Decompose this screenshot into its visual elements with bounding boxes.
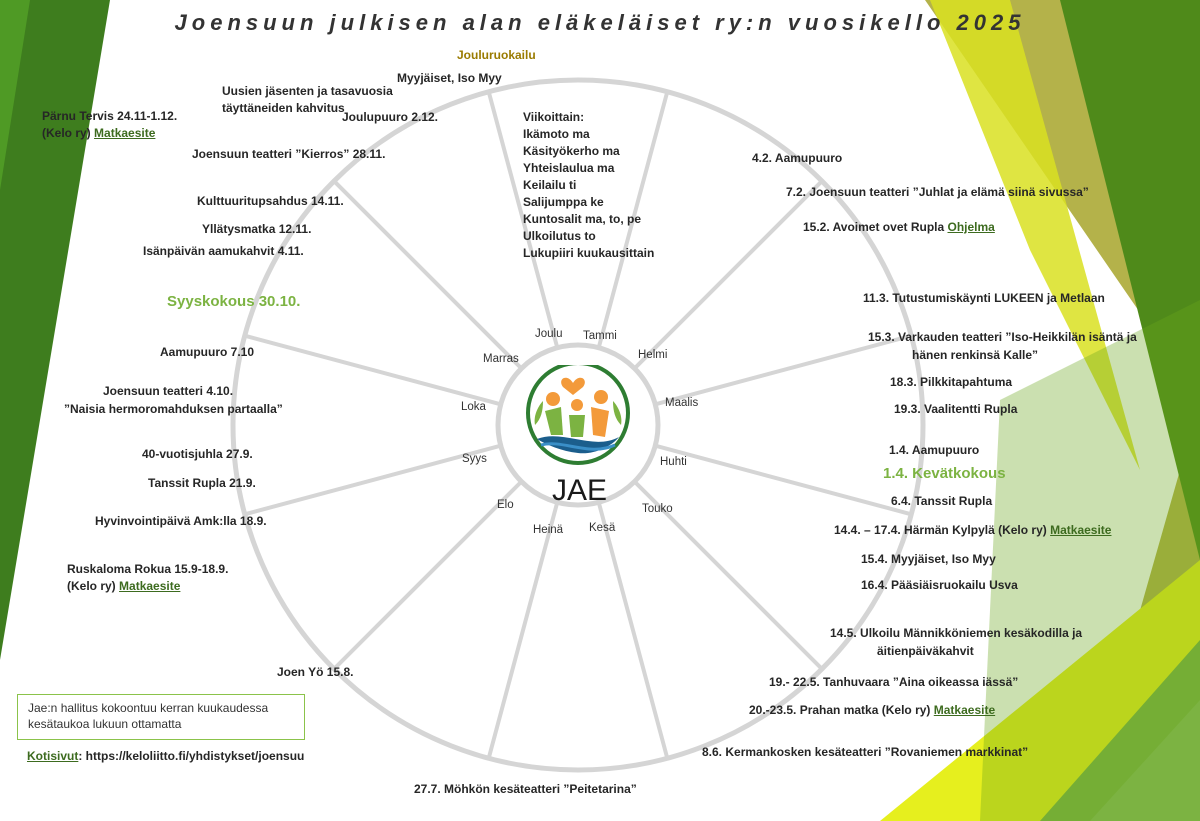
event-40-vuotisjuhla: 40-vuotisjuhla 27.9. (142, 447, 253, 461)
event-praha: 20.-23.5. Prahan matka (Kelo ry) Matkaesite (749, 703, 996, 717)
homepage-url: : https://keloliitto.fi/yhdistykset/joensuu (78, 749, 305, 763)
weekly-item: Salijumppa ke (523, 195, 604, 209)
event-mohko: 27.7. Möhkön kesäteatteri ”Peitetarina” (414, 782, 637, 796)
weekly-list (523, 109, 654, 262)
event-tanssit-sep: Tanssit Rupla 21.9. (148, 476, 256, 490)
ohjelma-link[interactable]: Ohjelma (947, 220, 995, 234)
wheel-spoke (657, 446, 911, 514)
page-title: Joensuun julkisen alan eläkeläiset ry:n vuosikello 2025 (174, 10, 1026, 35)
event-uudet-jasenet-line2: täyttäneiden kahvitus (222, 101, 345, 115)
month-label-elo: Elo (497, 499, 514, 511)
event-kermankoski: 8.6. Kermankosken kesäteatteri ”Rovaniemen markkinat” (702, 745, 1029, 759)
event-parnu: Pärnu Tervis 24.11-1.12. (42, 109, 178, 123)
weekly-item: Ikämoto ma (523, 127, 590, 141)
event-syyskokous: Syyskokous 30.10. (167, 293, 301, 310)
event-tanssit-apr: 6.4. Tanssit Rupla (891, 494, 993, 508)
event-joulupuuro: Joulupuuro 2.12. (342, 110, 439, 124)
wheel-spoke (636, 181, 822, 367)
month-label-loka: Loka (461, 401, 486, 413)
wheel-spoke (245, 336, 499, 404)
month-label-syys: Syys (462, 453, 487, 465)
event-kulttuuritupsahdus: Kulttuuritupsahdus 14.11. (197, 194, 344, 208)
weekly-heading: Viikoittain: (523, 110, 585, 124)
weekly-item: Ulkoilutus to (523, 229, 596, 243)
event-lukeen: 11.3. Tutustumiskäynti LUKEEN ja Metlaan (863, 291, 1105, 305)
event-ulkoilu: 14.5. Ulkoilu Männikköniemen kesäkodilla ja (830, 626, 1083, 640)
event-aamupuuro-feb: 4.2. Aamupuuro (752, 151, 843, 165)
event-uudet-jasenet: Uusien jäsenten ja tasavuosia (222, 84, 393, 98)
event-varkaus-teatteri-line2: hänen renkinsä Kalle” (912, 348, 1039, 362)
event-aamupuuro-apr: 1.4. Aamupuuro (889, 443, 980, 457)
event-joen-yo: Joen Yö 15.8. (277, 665, 354, 679)
month-label-huhti: Huhti (660, 456, 687, 468)
event-yllatysmatka: Yllätysmatka 12.11. (202, 222, 312, 236)
event-teatteri-naisia-line2: ”Naisia hermoromahduksen partaalla” (64, 402, 283, 416)
weekly-item: Käsityökerho ma (523, 144, 620, 158)
event-kierros: Joensuun teatteri ”Kierros” 28.11. (192, 147, 386, 161)
event-aamupuuro-oct: Aamupuuro 7.10 (160, 345, 255, 359)
event-ruskaloma-line2: (Kelo ry) Matkaesite (67, 579, 181, 593)
weekly-item: Yhteislaulua ma (523, 161, 615, 175)
weekly-item: Kuntosalit ma, to, pe (523, 212, 642, 226)
event-teatteri-juhlat: 7.2. Joensuun teatteri ”Juhlat ja elämä siinä sivussa” (786, 185, 1089, 199)
event-paasiaisruokailu: 16.4. Pääsiäisruokailu Usva (861, 578, 1018, 592)
event-jouluruokailu: Jouluruokailu (457, 48, 536, 62)
matkaesite-link[interactable]: Matkaesite (94, 126, 156, 140)
month-label-maalis: Maalis (665, 397, 699, 409)
weekly-item: Lukupiiri kuukausittain (523, 246, 655, 260)
logo-text: JAE (552, 474, 608, 507)
event-parnu-line2: (Kelo ry) Matkaesite (42, 126, 156, 140)
event-tanhuvaara: 19.- 22.5. Tanhuvaara ”Aina oikeassa iässä” (769, 675, 1019, 689)
event-hyvinvointipaiva: Hyvinvointipäivä Amk:lla 18.9. (95, 514, 267, 528)
matkaesite-link[interactable]: Matkaesite (933, 703, 996, 717)
month-label-heina: Heinä (533, 524, 564, 536)
event-teatteri-naisia: Joensuun teatteri 4.10. (103, 384, 234, 398)
event-harma: 14.4. – 17.4. Härmän Kylpylä (Kelo ry) Matkaesite (834, 523, 1112, 537)
event-pilkki: 18.3. Pilkkitapahtuma (890, 375, 1013, 389)
wheel-spoke (334, 483, 520, 669)
event-varkaus-teatteri: 15.3. Varkauden teatteri ”Iso-Heikkilän isäntä ja (868, 330, 1137, 344)
event-isanpaiva: Isänpäivän aamukahvit 4.11. (143, 244, 304, 258)
event-vaalitentti: 19.3. Vaalitentti Rupla (894, 402, 1018, 416)
month-label-kesa: Kesä (589, 522, 616, 534)
matkaesite-link[interactable]: Matkaesite (119, 579, 181, 593)
homepage-line (27, 748, 304, 765)
event-ruskaloma: Ruskaloma Rokua 15.9-18.9. (67, 562, 229, 576)
jae-logo-icon (523, 365, 633, 475)
event-kevatkokous: 1.4. Kevätkokous (883, 465, 1006, 482)
wheel-spoke (599, 504, 667, 758)
matkaesite-link[interactable]: Matkaesite (1050, 523, 1112, 537)
homepage-link[interactable]: Kotisivut (27, 749, 79, 763)
month-label-touko: Touko (642, 503, 673, 515)
event-myyjaiset-apr: 15.4. Myyjäiset, Iso Myy (861, 552, 996, 566)
event-myyjaiset-dec: Myyjäiset, Iso Myy (397, 71, 502, 85)
event-avoimet-ovet: 15.2. Avoimet ovet Rupla Ohjelma (803, 220, 995, 234)
month-label-tammi: Tammi (583, 330, 617, 342)
weekly-item: Keilailu ti (523, 178, 577, 192)
event-ulkoilu-line2: äitienpäiväkahvit (877, 644, 974, 658)
wheel-spoke (489, 504, 557, 758)
wheel-spoke (245, 446, 499, 514)
wheel-spoke (334, 181, 520, 367)
board-meeting-note: Jae:n hallitus kokoontuu kerran kuukaudessa kesätaukoa lukuun ottamatta (17, 694, 305, 740)
month-label-helmi: Helmi (638, 349, 668, 361)
month-label-joulu: Joulu (535, 328, 563, 340)
month-label-marras: Marras (483, 353, 519, 365)
